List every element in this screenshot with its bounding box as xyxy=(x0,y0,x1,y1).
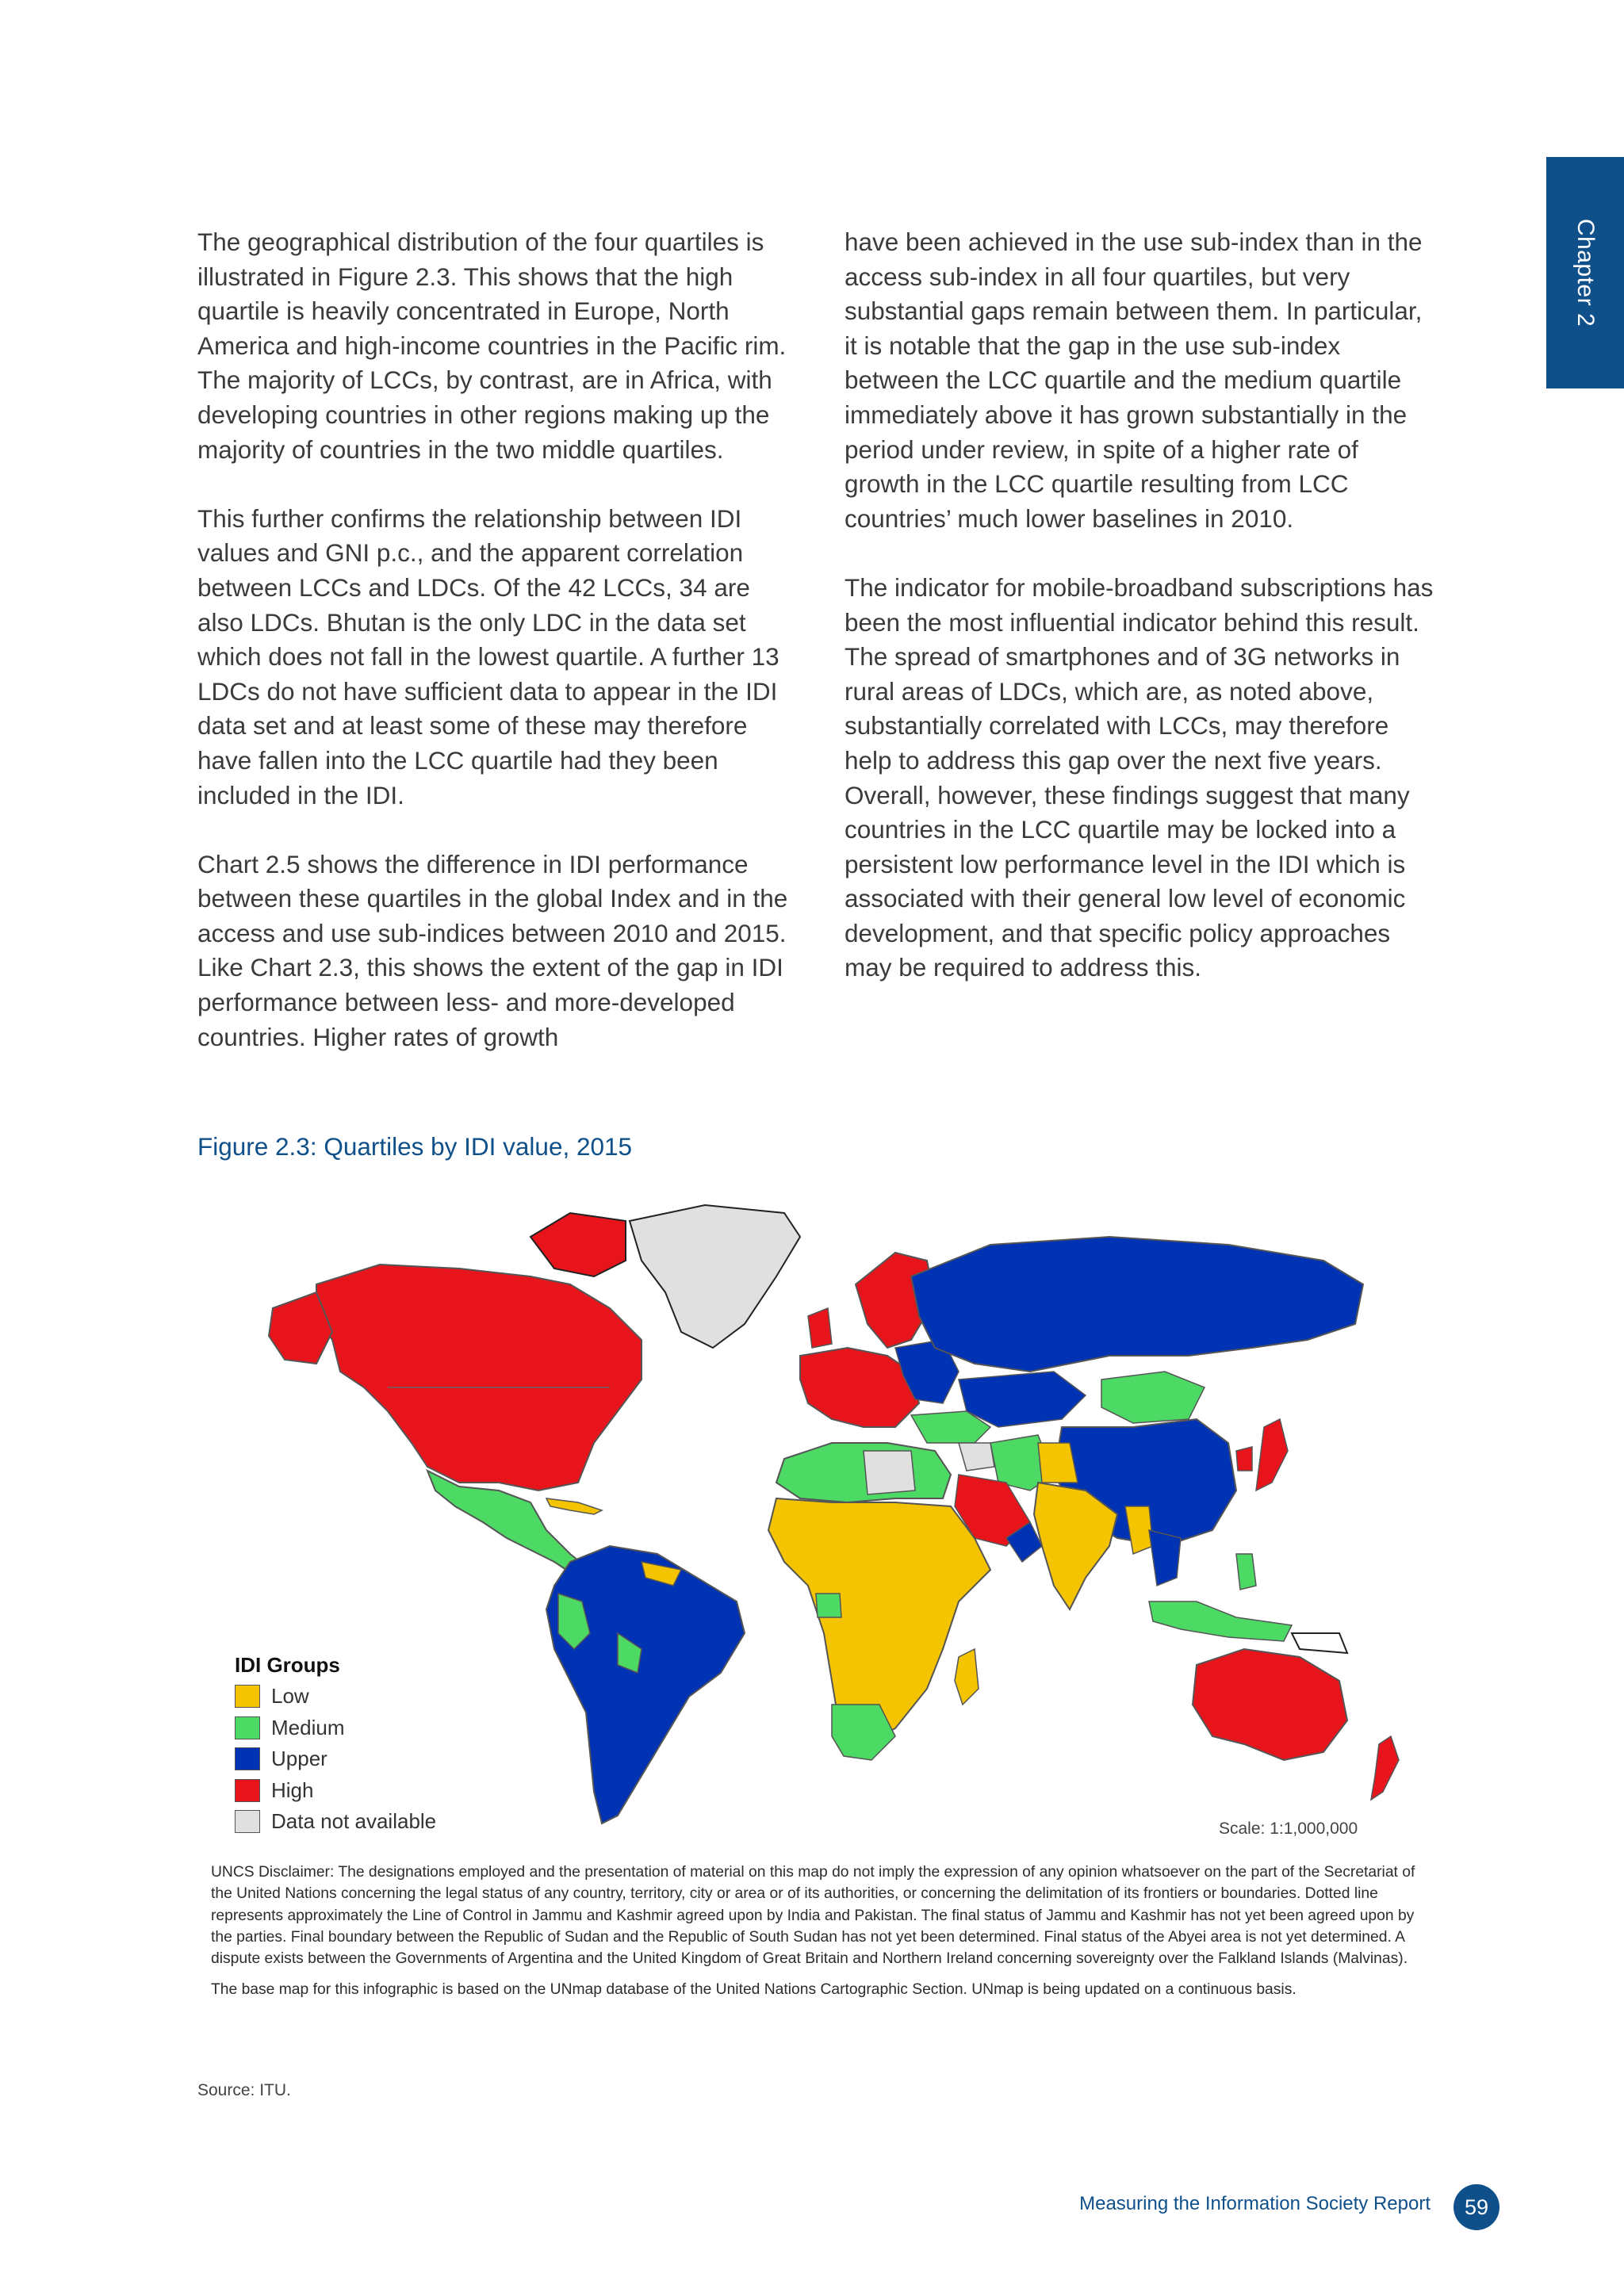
legend-item-medium xyxy=(235,1712,436,1744)
legend-label: High xyxy=(271,1777,314,1802)
legend-label: Low xyxy=(271,1684,309,1709)
chapter-tab[interactable] xyxy=(1546,157,1624,388)
legend-label: Medium xyxy=(271,1715,345,1739)
right-text-column xyxy=(845,225,1435,1020)
paragraph: This further confirms the relationship between IDI values and GNI p.c., and the apparent correlation between LCCs and LDCs. Of the 42 LCCs, 34 are also LDCs. Bhutan is the only LDC in the data set which does not fall in the lowest quartile. A further 13 LDCs do not have sufficient data to appear in the IDI data set and at least some of these may therefore have fallen into the LCC quartile had they been included in the IDI. xyxy=(197,503,779,809)
gabon-region xyxy=(816,1594,841,1617)
paragraph: Chart 2.5 shows the difference in IDI performance between these quartiles in the global Index and in the access and use sub-indices between 2010 and 2015. Like Chart 2.3, this shows the extent of the gap in IDI performance between less- and more-developed countries. Higher rates of growth xyxy=(197,849,788,1051)
source-note: Source: ITU. xyxy=(197,2081,291,2099)
canada-arctic xyxy=(530,1213,626,1276)
russia xyxy=(911,1237,1363,1372)
south-america xyxy=(546,1546,745,1823)
map-legend xyxy=(235,1653,436,1838)
japan xyxy=(1256,1419,1288,1490)
legend-swatch xyxy=(235,1747,260,1770)
philippines xyxy=(1236,1554,1256,1590)
left-text-column xyxy=(197,225,788,1089)
mexico xyxy=(427,1471,590,1578)
legend-item-high xyxy=(235,1775,436,1807)
new-guinea xyxy=(1292,1633,1347,1653)
legend-swatch xyxy=(235,1779,260,1802)
paragraph: The geographical distribution of the four quartiles is illustrated in Figure 2.3. This shows that the high quartile is heavily concentrated in Europe, North America and high-income countries in the Pacific rim. The majority of LCCs, by contrast, are in Africa, with developing countries in other regions making up the majority of countries in the two middle quartiles. xyxy=(197,228,787,464)
indonesia xyxy=(1149,1601,1292,1641)
legend-title: IDI Groups xyxy=(235,1653,340,1677)
legend-swatch xyxy=(235,1810,260,1833)
disclaimer-paragraph: UNCS Disclaimer: The designations employed and the presentation of material on this map do not imply the expression of any opinion whatsoever on the part of the Secretariat of the United Nations concerning the legal status of any country, territory, city or area or of its authorities, or concerning the delimitation of its frontiers or boundaries. Dotted line represents approximately the Line of Control in Jammu and Kashmir agreed upon by India and Pakistan. The final status of Jammu and Kashmir has not yet been agreed upon by the parties. Final boundary between the Republic of Sudan and the Republic of South Sudan has not yet been determined. Final status of the Abyei area is not yet determined. A dispute exists between the Governments of Argentina and the United Kingdom of Great Britain and Northern Ireland concerning sovereignty over the Falkland Islands (Malvinas). xyxy=(211,1864,1415,1968)
paragraph: have been achieved in the use sub-index than in the access sub-index in all four quartiles, but very substantial gaps remain between them. In particular, it is notable that the gap in the use sub-index between the LCC quartile and the medium quartile immediately above it has grown substantially in the period under review, in spite of a higher rate of growth in the LCC quartile resulting from LCC countries’ much lower baselines in 2010. xyxy=(845,228,1423,533)
korea xyxy=(1236,1447,1252,1471)
legend-item-low xyxy=(235,1681,436,1712)
north-america xyxy=(316,1265,642,1490)
australia xyxy=(1193,1649,1347,1760)
footer-report-title: Measuring the Information Society Report xyxy=(1079,2193,1431,2214)
uk xyxy=(808,1308,832,1348)
paragraph: The indicator for mobile-broadband subscriptions has been the most influential indicator behind this result. The spread of smartphones and of 3G networks in rural areas of LDCs, which are, as noted above, substantially correlated with LCCs, may therefore help to address this gap over the next five years. Overall, however, these findings suggest that many countries in the LCC quartile may be locked into a persistent low performance level in the IDI which is associated with their general low level of economic development, and that specific policy approaches may be required to address this. xyxy=(845,572,1434,982)
madagascar xyxy=(955,1649,979,1705)
legend-item-na xyxy=(235,1806,436,1838)
libya xyxy=(864,1451,915,1494)
new-zealand xyxy=(1371,1736,1399,1800)
figure-title: Figure 2.3: Quartiles by IDI value, 2015 xyxy=(197,1132,633,1161)
legend-item-upper xyxy=(235,1743,436,1775)
caribbean xyxy=(546,1498,602,1514)
disclaimer-paragraph: The base map for this infographic is based on the UNmap database of the United Nations Cartographic Section. UNmap is being updated on a continuous basis. xyxy=(211,1981,1297,1999)
disclaimer xyxy=(211,1862,1416,2011)
chapter-tab-label: Chapter 2 xyxy=(1572,218,1599,327)
syria-iraq xyxy=(959,1443,994,1471)
thailand-region xyxy=(1149,1530,1181,1586)
legend-swatch xyxy=(235,1716,260,1739)
mongolia xyxy=(1101,1372,1205,1423)
greenland xyxy=(630,1205,800,1348)
legend-label: Data not available xyxy=(271,1809,437,1834)
page-number: 59 xyxy=(1454,2184,1500,2230)
legend-label: Upper xyxy=(271,1747,327,1771)
map-scale: Scale: 1:1,000,000 xyxy=(1219,1820,1358,1838)
legend-swatch xyxy=(235,1685,260,1708)
